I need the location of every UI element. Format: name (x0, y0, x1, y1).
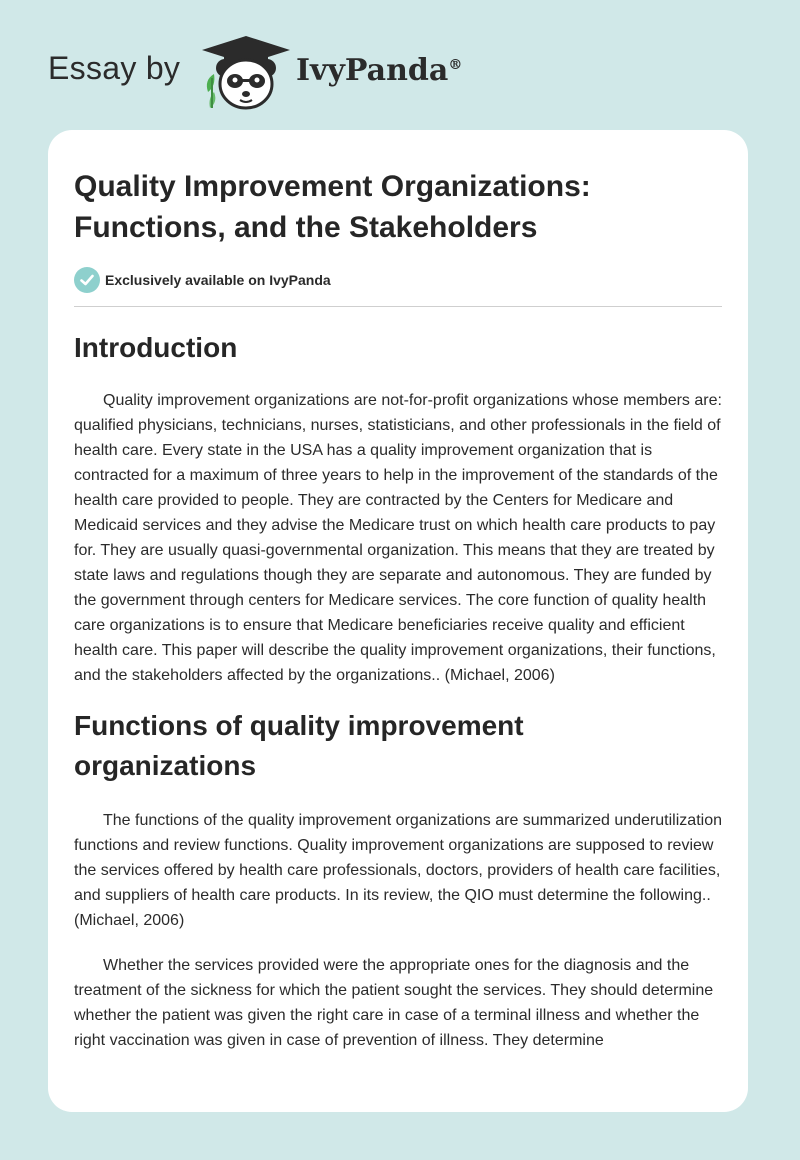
essay-by-label: Essay by (48, 50, 181, 86)
brand-name[interactable]: IvyPanda® (296, 53, 463, 88)
site-header (0, 0, 800, 130)
essay-content (74, 166, 724, 1053)
panda-logo-icon[interactable] (200, 34, 292, 110)
paragraph-functions-1: The functions of the quality improvement organizations are summarized underutilization functions and review functions. Quality improvement organizations are supposed to review the services offered by health care professionals, doctors, providers of health care facilities, and suppliers of health care products. In its review, the QIO must determine the following.. (Michael, 2006) (74, 812, 722, 929)
exclusive-badge-text: Exclusively available on IvyPanda (105, 272, 331, 288)
paragraph-functions-2: Whether the services provided were the appropriate ones for the diagnosis and the treatment of the sickness for which the patient sought the services. They should determine whether the patient was given the right care in case of a terminal illness and whether the right vaccination was given in case of prevention of illness. They determine (74, 957, 714, 1049)
section-heading-functions (74, 706, 724, 786)
essay-card (48, 130, 748, 1112)
check-icon (74, 267, 100, 293)
divider (74, 306, 722, 307)
heading-line-1: Functions of quality improvement (74, 710, 524, 741)
title-line-1: Quality Improvement Organizations: (74, 170, 591, 203)
exclusive-badge (74, 267, 724, 293)
title-line-2: Functions, and the Stakeholders (74, 211, 538, 244)
heading-line-2: organizations (74, 750, 257, 781)
paragraph-introduction: Quality improvement organizations are not-for-profit organizations whose members are: qualified physicians, technicians, nurses, statisticians, and other professionals in the field of health care. Every state in the USA has a quality improvement organization that is contracted for a maximum of three years to help in the improvement of the standards of the health care provided to people. They are contracted by the Centers for Medicare and Medicaid services and they advise the Medicare trust on which health care products to pay for. They are usually quasi-governmental organization. This means that they are treated by state laws and regulations though they are separate and autonomous. They are funded by the government through centers for Medicare services. The core function of quality health care organizations is to ensure that Medicare beneficiaries receive quality and efficient health care. This paper will describe the quality improvement organizations, their functions, and the stakeholders affected by the organizations.. (Michael, 2006) (74, 392, 722, 684)
essay-title (74, 166, 724, 248)
section-heading-introduction: Introduction (74, 332, 238, 363)
